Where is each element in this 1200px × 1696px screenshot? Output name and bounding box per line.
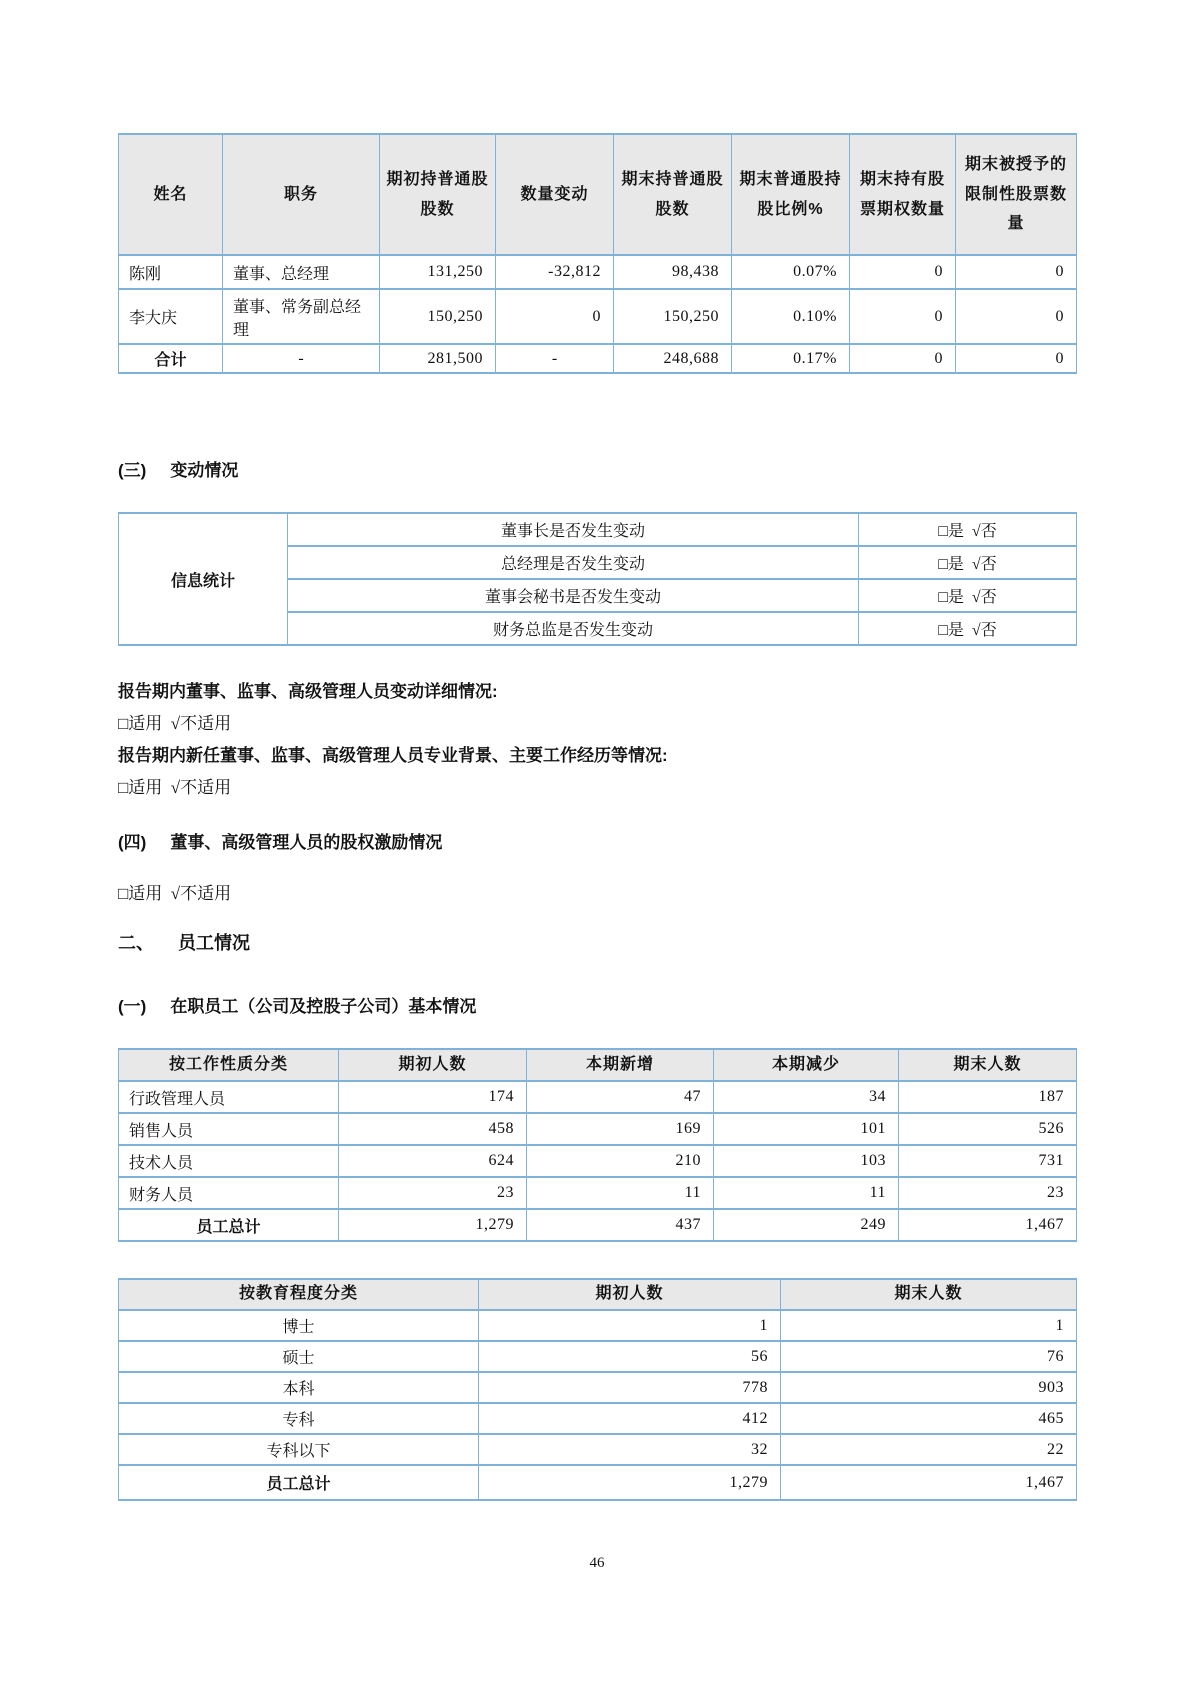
cell-total-label: 员工总计	[119, 1209, 339, 1241]
answer-cell: □是 √否	[859, 579, 1077, 612]
edu-header-opening: 期初人数	[479, 1279, 781, 1310]
cell-restricted: 0	[956, 255, 1077, 289]
cell-total-label: 合计	[119, 344, 223, 373]
cell-reduced: 103	[714, 1145, 899, 1177]
section-heading-change	[118, 460, 1076, 482]
answer-cell: □是 √否	[859, 546, 1077, 579]
cell-options: 0	[850, 255, 956, 289]
share-header-position: 职务	[223, 134, 380, 255]
job-header-opening: 期初人数	[339, 1049, 527, 1081]
job-header-closing: 期末人数	[899, 1049, 1077, 1081]
edu-row-below-associate	[119, 1434, 1077, 1465]
cell-opening: 624	[339, 1145, 527, 1177]
cell-category: 博士	[119, 1310, 479, 1341]
cell-restricted: 0	[956, 344, 1077, 373]
cell-opening-shares: 150,250	[380, 289, 496, 344]
cell-opening: 23	[339, 1177, 527, 1209]
job-row-technical	[119, 1145, 1077, 1177]
cell-closing-ratio: 0.10%	[732, 289, 850, 344]
cell-closing: 22	[781, 1434, 1077, 1465]
answer-cell: □是 √否	[859, 513, 1077, 546]
cell-closing: 465	[781, 1403, 1077, 1434]
cell-reduced: 249	[714, 1209, 899, 1241]
cell-closing: 1,467	[899, 1209, 1077, 1241]
edu-header-category: 按教育程度分类	[119, 1279, 479, 1310]
share-row-chen-gang	[119, 255, 1077, 289]
section-title: 员工情况	[178, 933, 250, 953]
cell-name: 李大庆	[119, 289, 223, 344]
shareholding-table	[118, 133, 1077, 374]
cell-opening: 412	[479, 1403, 781, 1434]
cell-closing-ratio: 0.17%	[732, 344, 850, 373]
cell-opening: 1	[479, 1310, 781, 1341]
cell-total-label: 员工总计	[119, 1465, 479, 1500]
cell-position: -	[223, 344, 380, 373]
share-header-options: 期末持有股票期权数量	[850, 134, 956, 255]
job-header-added: 本期新增	[527, 1049, 714, 1081]
cell-closing: 76	[781, 1341, 1077, 1372]
section-title: 在职员工（公司及控股子公司）基本情况	[170, 997, 477, 1016]
cell-closing: 903	[781, 1372, 1077, 1403]
cell-restricted: 0	[956, 289, 1077, 344]
cell-closing-shares: 150,250	[614, 289, 732, 344]
cell-closing: 526	[899, 1113, 1077, 1145]
cell-added: 169	[527, 1113, 714, 1145]
section-heading-employee-basics	[118, 996, 1076, 1018]
share-table-header-row	[119, 134, 1077, 255]
edu-row-bachelor	[119, 1372, 1077, 1403]
checkbox-line-not-applicable: □适用 √不适用	[118, 778, 232, 797]
employee-education-table	[118, 1278, 1077, 1501]
cell-closing-ratio: 0.07%	[732, 255, 850, 289]
question-cell: 财务总监是否发生变动	[288, 612, 859, 645]
cell-opening-shares: 131,250	[380, 255, 496, 289]
cell-category: 专科以下	[119, 1434, 479, 1465]
cell-added: 437	[527, 1209, 714, 1241]
cell-closing-shares: 248,688	[614, 344, 732, 373]
page-content	[118, 0, 1076, 1572]
cell-closing: 1	[781, 1310, 1077, 1341]
answer-cell: □是 √否	[859, 612, 1077, 645]
section-number: 二、	[118, 933, 154, 953]
edu-table-header-row	[119, 1279, 1077, 1310]
section-heading-equity-incentive	[118, 832, 1076, 854]
cell-change: -	[496, 344, 614, 373]
cell-opening: 1,279	[339, 1209, 527, 1241]
cell-reduced: 34	[714, 1081, 899, 1113]
section-title: 董事、高级管理人员的股权激励情况	[170, 833, 443, 852]
cell-category: 硕士	[119, 1341, 479, 1372]
cell-reduced: 11	[714, 1177, 899, 1209]
cell-category: 专科	[119, 1403, 479, 1434]
question-cell: 董事会秘书是否发生变动	[288, 579, 859, 612]
question-cell: 董事长是否发生变动	[288, 513, 859, 546]
share-header-closing-ratio: 期末普通股持股比例%	[732, 134, 850, 255]
job-row-admin	[119, 1081, 1077, 1113]
cell-options: 0	[850, 344, 956, 373]
section-title: 变动情况	[170, 461, 239, 480]
edu-row-total	[119, 1465, 1077, 1500]
cell-category: 本科	[119, 1372, 479, 1403]
employee-job-table	[118, 1048, 1077, 1242]
job-table-header-row	[119, 1049, 1077, 1081]
cell-opening: 174	[339, 1081, 527, 1113]
cell-reduced: 101	[714, 1113, 899, 1145]
cell-opening-shares: 281,500	[380, 344, 496, 373]
page-number: 46	[589, 1555, 605, 1571]
question-cell: 总经理是否发生变动	[288, 546, 859, 579]
cell-opening: 778	[479, 1372, 781, 1403]
job-header-reduced: 本期减少	[714, 1049, 899, 1081]
cell-name: 陈刚	[119, 255, 223, 289]
cell-opening: 1,279	[479, 1465, 781, 1500]
cell-opening: 56	[479, 1341, 781, 1372]
cell-category: 技术人员	[119, 1145, 339, 1177]
cell-change: 0	[496, 289, 614, 344]
note-line-change-detail: 报告期内董事、监事、高级管理人员变动详细情况:	[118, 682, 498, 701]
section-heading-employees	[118, 932, 1076, 954]
cell-opening: 32	[479, 1434, 781, 1465]
notes-block	[118, 680, 1076, 800]
cell-closing: 23	[899, 1177, 1077, 1209]
cell-added: 47	[527, 1081, 714, 1113]
cell-closing: 1,467	[781, 1465, 1077, 1500]
cell-position: 董事、常务副总经理	[223, 289, 380, 344]
checkbox-line-not-applicable: □适用 √不适用	[118, 714, 232, 733]
section-number: (四)	[118, 833, 147, 852]
cell-added: 11	[527, 1177, 714, 1209]
share-header-restricted: 期末被授予的限制性股票数量	[956, 134, 1077, 255]
cell-category: 销售人员	[119, 1113, 339, 1145]
share-header-opening-shares: 期初持普通股股数	[380, 134, 496, 255]
edu-row-master	[119, 1341, 1077, 1372]
share-header-change: 数量变动	[496, 134, 614, 255]
cell-closing-shares: 98,438	[614, 255, 732, 289]
cell-position: 董事、总经理	[223, 255, 380, 289]
edu-row-associate	[119, 1403, 1077, 1434]
job-row-total	[119, 1209, 1077, 1241]
info-row-chairman	[119, 513, 1077, 546]
job-row-sales	[119, 1113, 1077, 1145]
cell-change: -32,812	[496, 255, 614, 289]
cell-opening: 458	[339, 1113, 527, 1145]
cell-category: 行政管理人员	[119, 1081, 339, 1113]
share-row-li-daqing	[119, 289, 1077, 344]
cell-options: 0	[850, 289, 956, 344]
cell-closing: 731	[899, 1145, 1077, 1177]
job-row-finance	[119, 1177, 1077, 1209]
checkbox-line-not-applicable: □适用 √不适用	[118, 884, 232, 903]
info-statistics-table	[118, 512, 1077, 646]
share-header-name: 姓名	[119, 134, 223, 255]
section-number: (一)	[118, 997, 147, 1016]
job-header-category: 按工作性质分类	[119, 1049, 339, 1081]
edu-row-doctorate	[119, 1310, 1077, 1341]
share-header-closing-shares: 期末持普通股股数	[614, 134, 732, 255]
edu-header-closing: 期末人数	[781, 1279, 1077, 1310]
info-label-cell: 信息统计	[119, 513, 288, 645]
note-line-new-appointment: 报告期内新任董事、监事、高级管理人员专业背景、主要工作经历等情况:	[118, 746, 668, 765]
cell-closing: 187	[899, 1081, 1077, 1113]
cell-category: 财务人员	[119, 1177, 339, 1209]
section-number: (三)	[118, 461, 147, 480]
share-row-total	[119, 344, 1077, 373]
cell-added: 210	[527, 1145, 714, 1177]
